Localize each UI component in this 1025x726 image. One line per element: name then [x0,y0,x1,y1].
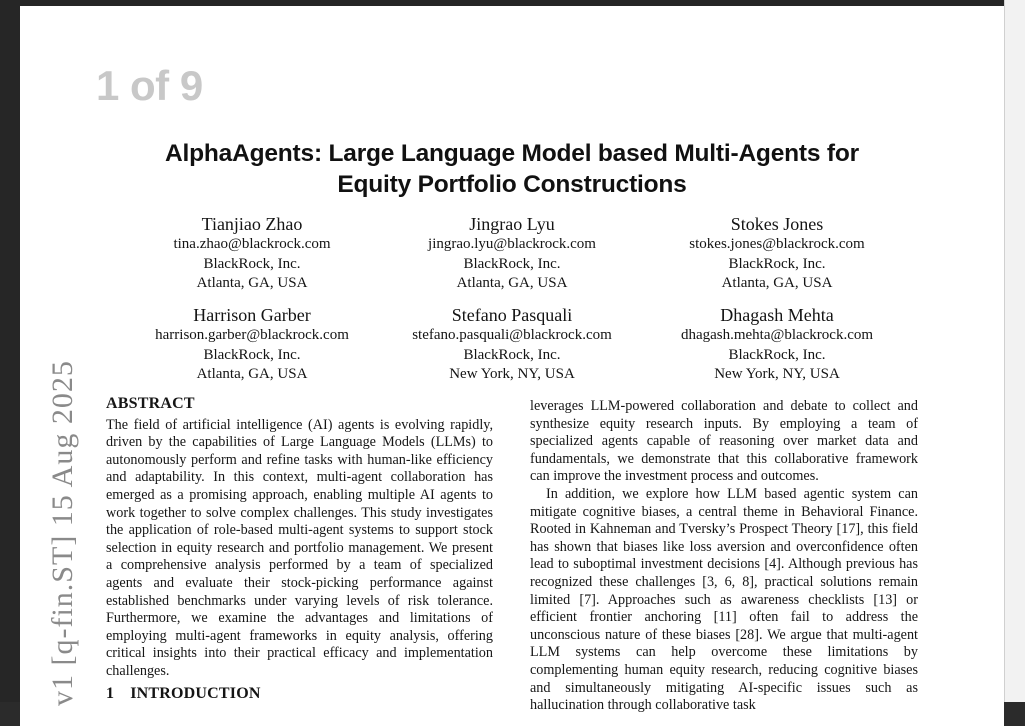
author-name: Harrison Garber [193,305,311,325]
author-org: BlackRock, Inc. [203,255,301,272]
author-location: Atlanta, GA, USA [721,275,833,291]
author-org: BlackRock, Inc. [463,255,561,272]
author-block [112,213,392,294]
right-column [530,398,918,715]
author-block [112,304,392,385]
author-location: Atlanta, GA, USA [196,275,308,291]
author-name: Jingrao Lyu [469,214,555,234]
arxiv-stamp: v1 [q-fin.ST] 15 Aug 2025 [46,360,79,706]
abstract-heading: ABSTRACT [106,395,195,412]
author-org: BlackRock, Inc. [203,346,301,363]
pdf-page [20,6,1004,726]
author-location: New York, NY, USA [449,366,575,382]
body-paragraph: leverages LLM-powered collaboration and debate to collect and synthesize equity research inputs. By employing a team of specialized agents capable of reasoning over market data and fundamentals, we demonstrate that this collaborative framework can improve the investment process and outcomes. [530,398,918,485]
abstract-text: The field of artificial intelligence (AI) agents is evolving rapidly, driven by the capabilities of Large Language Models (LLMs) to autonomously perform and refine tasks with human-like efficiency and adaptability. In this context, multi-agent collaboration has emerged as a promising approach, enabling multiple AI agents to work together to solve complex challenges. This study investigates the application of role-based multi-agent systems to support stock selection in equity research and portfolio management. We present a comprehensive analysis performed by a team of specialized agents and evaluate their stock-picking performance against established benchmarks under varying levels of risk tolerance. Furthermore, we examine the advantages and limitations of employing multi-agent frameworks in equity analysis, offering critical insights into their practical efficacy and implementation challenges. [106,416,493,679]
author-email[interactable]: jingrao.lyu@blackrock.com [428,236,596,252]
author-name: Dhagash Mehta [720,305,834,325]
page-indicator: 1 of 9 [96,62,203,109]
body-paragraph: In addition, we explore how LLM based agentic system can mitigate cognitive biases, a central theme in Behavioral Finance. Rooted in Kahneman and Tversky’s Prospect Theory [17], this field has shown that biases like loss aversion and overconfidence often lead to suboptimal investment decisions [4]. Although previous has recognized these challenges [3, 6, 8], practical solutions remain limited [7]. Approaches such as awareness checklists [13] or efficient frontier anchoring [11] often fail to address the unconscious nature of these biases [28]. We argue that multi-agent LLM systems can help overcome these limitations by complementing human equity research, reducing cognitive biases and simultaneously mitigating AI-specific issues such as hallucination through collaborative task [530,485,918,714]
author-block [372,213,652,294]
author-location: New York, NY, USA [714,366,840,382]
paper-title [100,138,924,200]
paper-title-line-2: Equity Portfolio Constructions [337,171,687,198]
left-column [106,395,493,681]
section-title: INTRODUCTION [130,685,261,702]
author-email[interactable]: tina.zhao@blackrock.com [173,236,331,252]
author-name: Stefano Pasquali [451,305,573,325]
author-email[interactable]: stefano.pasquali@blackrock.com [412,327,612,343]
author-location: Atlanta, GA, USA [196,366,308,382]
scrollbar-track[interactable] [1004,0,1025,702]
author-org: BlackRock, Inc. [728,346,826,363]
section-number: 1 [106,685,115,702]
introduction-heading [106,685,261,703]
author-name: Tianjiao Zhao [201,214,303,234]
paper-title-line-1: AlphaAgents: Large Language Model based Multi-Agents for [165,140,859,167]
author-block [637,213,917,294]
author-name: Stokes Jones [730,214,824,234]
author-email[interactable]: stokes.jones@blackrock.com [689,236,865,252]
author-org: BlackRock, Inc. [463,346,561,363]
author-org: BlackRock, Inc. [728,255,826,272]
author-block [372,304,652,385]
author-email[interactable]: dhagash.mehta@blackrock.com [680,327,874,343]
author-location: Atlanta, GA, USA [456,275,568,291]
author-block [637,304,917,385]
author-email[interactable]: harrison.garber@blackrock.com [155,327,349,343]
